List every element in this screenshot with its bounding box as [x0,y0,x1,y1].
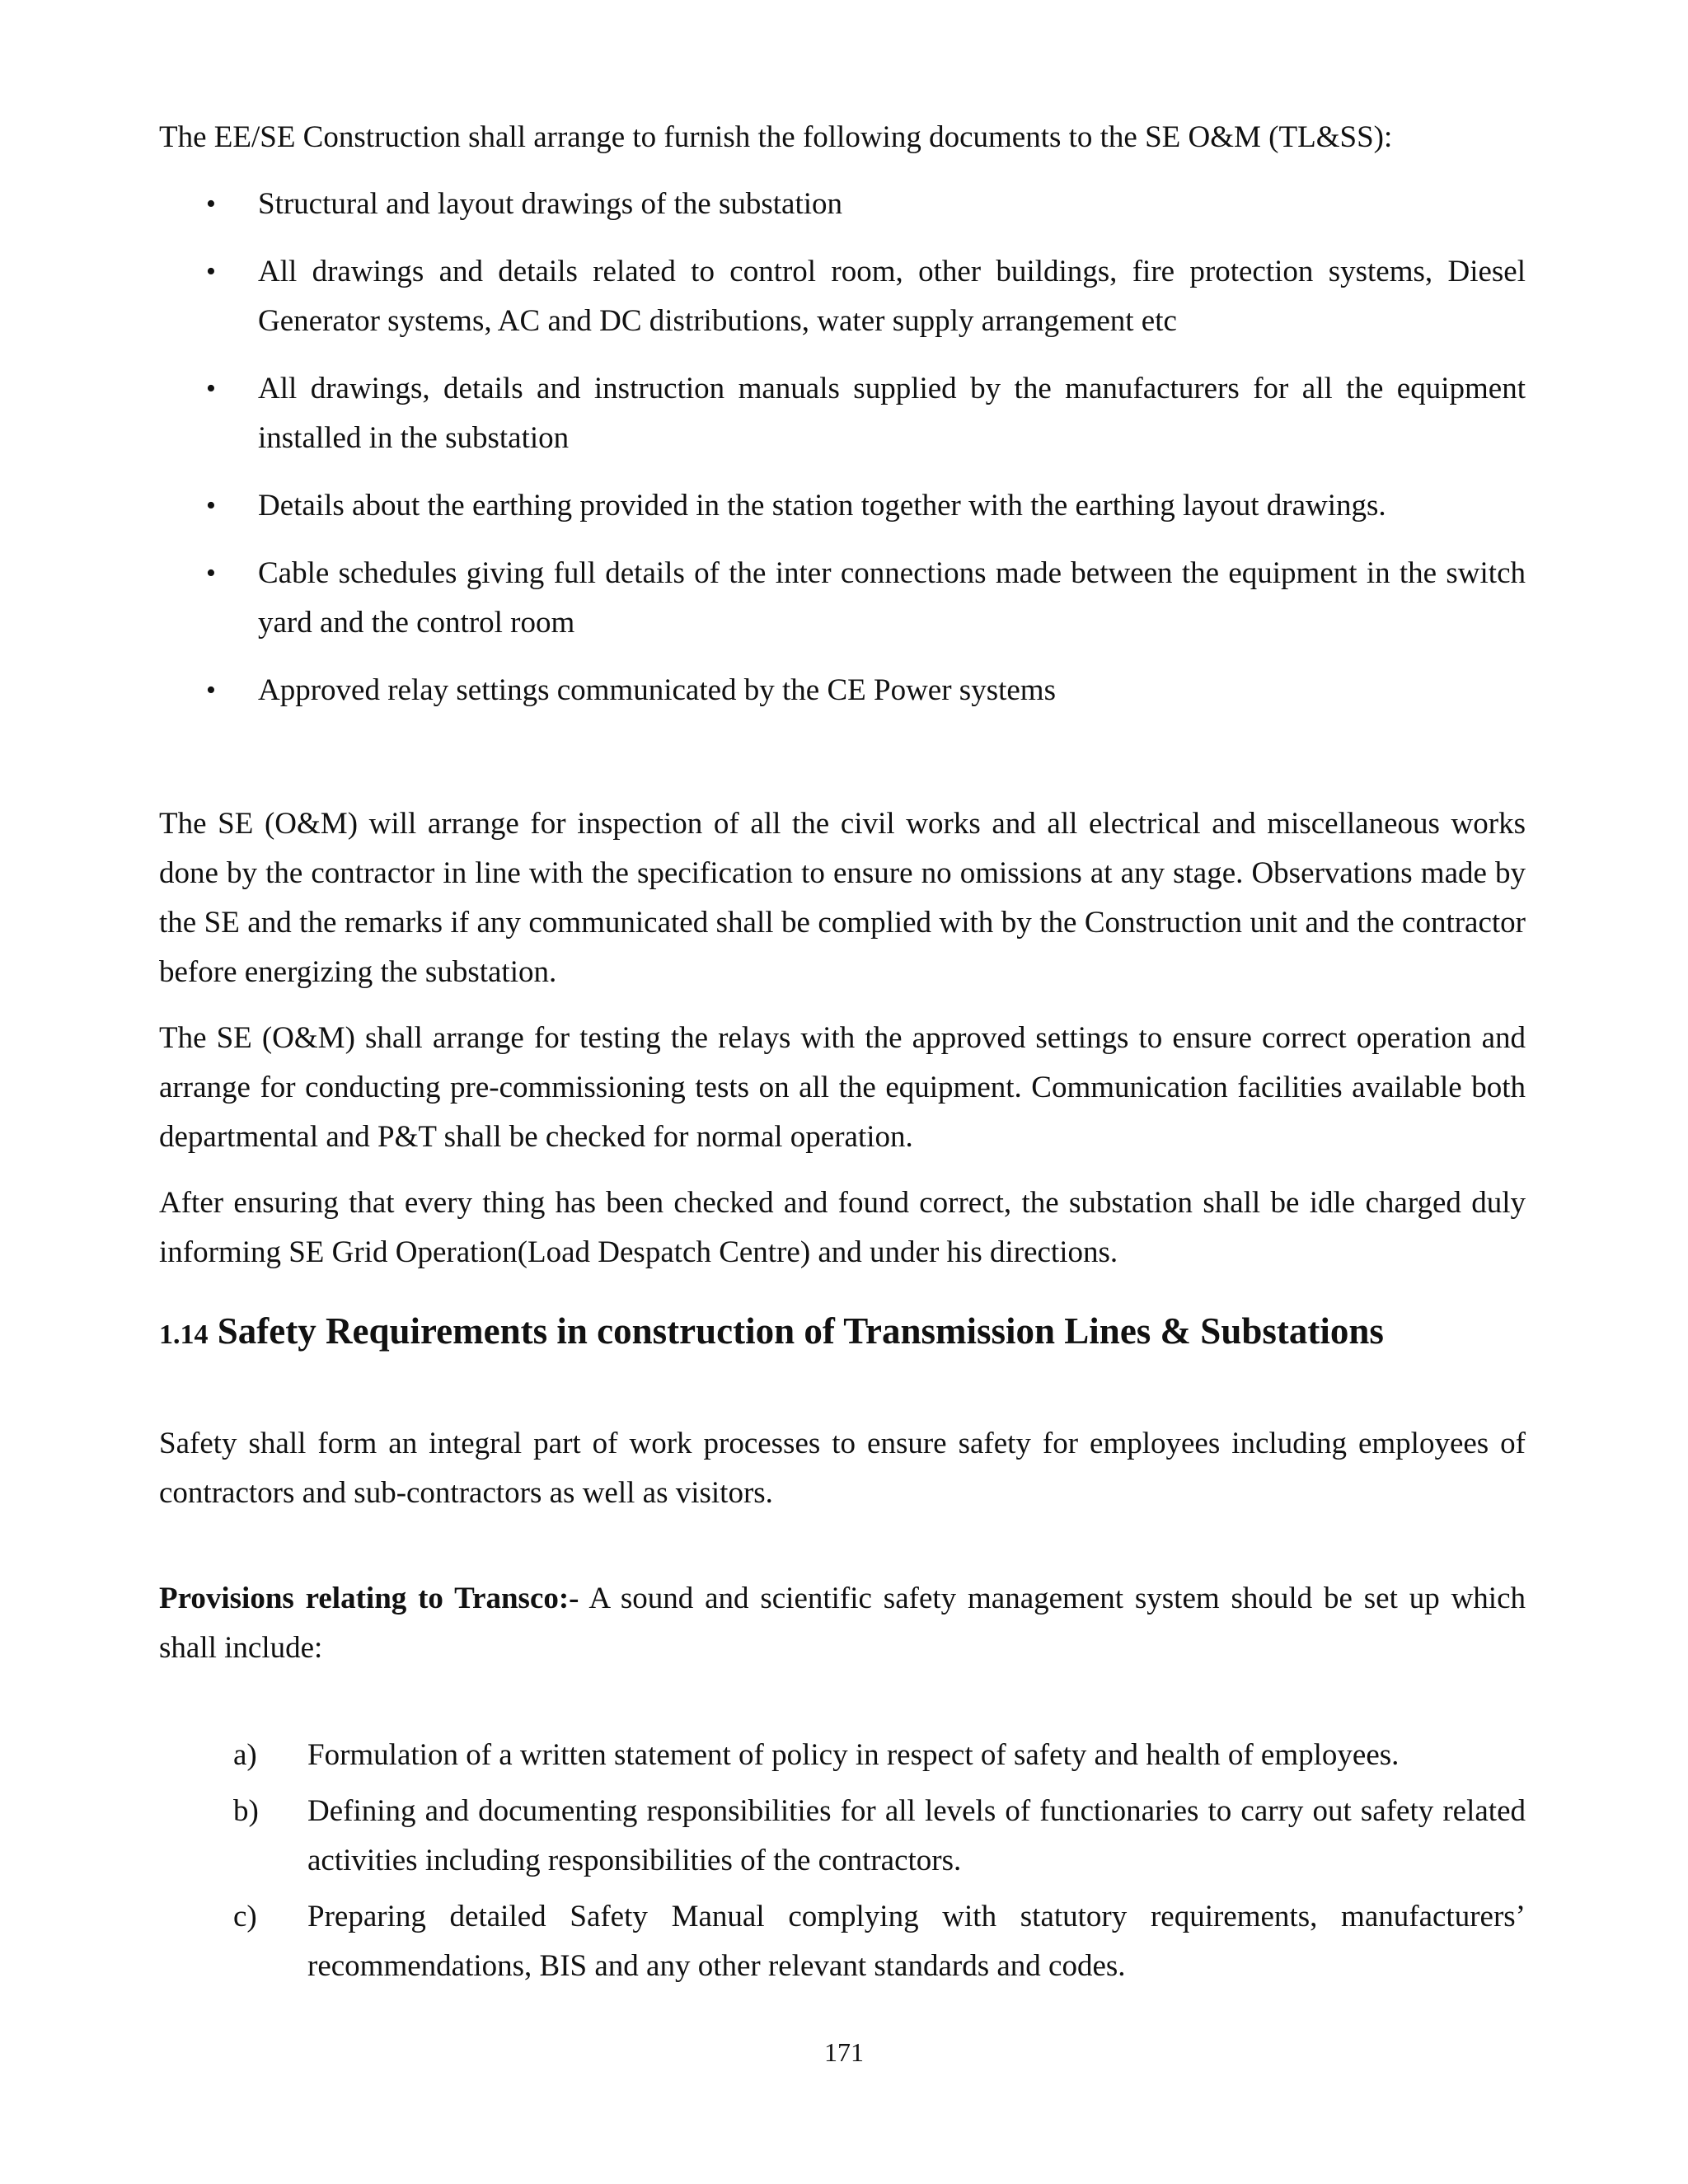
bullet-icon: • [206,373,216,404]
list-item [159,180,1526,229]
item-text: Formulation of a written statement of policy in respect of safety and health of employees. [307,1738,1400,1772]
bullet-icon: • [206,256,216,287]
section-title: Safety Requirements in construction of Transmission Lines & Substations [217,1310,1384,1352]
list-item [159,549,1526,648]
list-item-text: All drawings and details related to control room, other buildings, fire protection systems, Diesel Generator systems, AC and DC distributions, water supply arrangement etc [258,255,1526,338]
provisions-list [159,1731,1526,1991]
list-item [159,364,1526,463]
list-item-text: Approved relay settings communicated by the CE Power systems [258,673,1056,707]
bullet-icon: • [206,490,216,521]
safety-paragraph: Safety shall form an integral part of work processes to ensure safety for employees including employees of contractors and sub-contractors as well as visitors. [159,1427,1526,1510]
charging-paragraph: After ensuring that every thing has been checked and found correct, the substation shall be idle charged duly informing SE Grid Operation(Load Despatch Centre) and under his directions. [159,1186,1526,1269]
provisions-lead: Provisions relating to Transco:- [159,1582,579,1615]
provisions-text: A sound and scientific safety management system should be set up which shall include: [159,1582,1526,1665]
item-label: b) [233,1794,259,1828]
item-label: c) [233,1900,257,1933]
list-item [159,481,1526,531]
testing-paragraph: The SE (O&M) shall arrange for testing the relays with the approved settings to ensure correct operation and arrange for conducting pre-commissioning tests on all the equipment. Communication facilities available both departmental and P&T shall be checked for normal operation. [159,1021,1526,1154]
document-list [159,180,1526,715]
section-heading [159,1306,1526,1360]
item-label: a) [233,1738,257,1772]
section-number: 1.14 [159,1319,209,1350]
list-item-text: Structural and layout drawings of the substation [258,187,843,221]
list-item-text: Details about the earthing provided in the station together with the earthing layout drawings. [258,489,1386,523]
bullet-icon: • [206,189,216,219]
bullet-icon: • [206,675,216,705]
bullet-icon: • [206,558,216,588]
list-item-text: Cable schedules giving full details of the inter connections made between the equipment in the switch yard and the control room [258,556,1526,640]
page-number: 171 [824,2037,864,2067]
list-item [159,247,1526,346]
list-item [159,1787,1526,1886]
list-item [159,666,1526,715]
provisions-paragraph [159,1574,1526,1673]
inspection-paragraph: The SE (O&M) will arrange for inspection of all the civil works and all electrical and miscellaneous works done by the contractor in line with the specification to ensure no omissions at any stage. Observations made by the SE and the remarks if any communicated shall be complied with by the Construction unit and the contractor before energizing the substation. [159,807,1526,989]
item-text: Preparing detailed Safety Manual complying with statutory requirements, manufacturers’ recommendations, BIS and any other relevant standards and codes. [307,1900,1526,1983]
list-item [159,1892,1526,1991]
list-item-text: All drawings, details and instruction manuals supplied by the manufacturers for all the equipment installed in the substation [258,372,1526,455]
list-item [159,1731,1526,1780]
intro-paragraph: The EE/SE Construction shall arrange to furnish the following documents to the SE O&M (TL&SS): [159,120,1393,154]
item-text: Defining and documenting responsibilities for all levels of functionaries to carry out safety related activities including responsibilities of the contractors. [307,1794,1526,1877]
